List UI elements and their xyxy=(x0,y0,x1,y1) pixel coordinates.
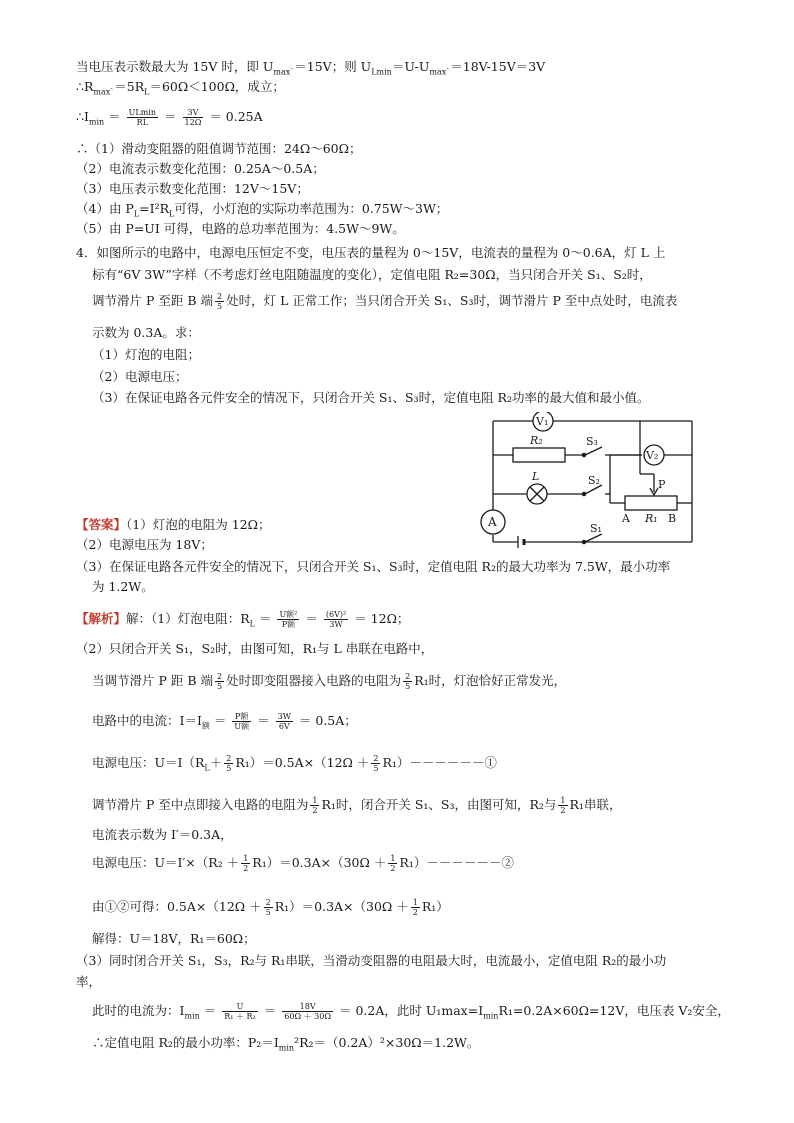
q4-ask-2: （2）电源电压； xyxy=(92,369,188,384)
label-ammeter: A xyxy=(488,515,497,529)
label-p: P xyxy=(658,478,666,491)
switch-s1 xyxy=(585,534,602,542)
summary-2: （2）电流表示数变化范围：0.25A～0.5A； xyxy=(76,161,325,176)
summary-5: （5）由 P=UI 可得，电路的总功率范围为：4.5W～9W。 xyxy=(76,221,405,236)
q4-line-2: 标有“6V 3W”字样（不考虑灯丝电阻随温度的变化），定值电阻 R₂=30Ω，当只闭合开关 S₁、S₂时， xyxy=(92,267,652,282)
analysis-line-2: （2）只闭合开关 S₁，S₂时，由图可知，R₁与 L 串联在电路中， xyxy=(76,641,434,656)
summary-4: （4）由 $P_L=I^2R_L$可得，小灯泡的实际功率范围为：0.75W～3W； xyxy=(76,201,449,219)
prev-line-2: $\therefore R_{max`}=5R_L=60\Omega<100\Omega$，成立； xyxy=(76,79,285,97)
q4-line-3: 调节滑片 P 至距 B 端 $\frac{2}{5}$ 处时，灯 L 正常工作；当只闭合开关 S₁、S₃时，调节滑片 P 至中点处时，电流表 xyxy=(92,292,678,311)
label-r1: R₁ xyxy=(645,512,658,525)
analysis-line-7: 电流表示数为 I′＝0.3A， xyxy=(92,827,233,842)
answer-line-1: 【答案】（1）灯泡的电阻为 12Ω； xyxy=(76,517,271,532)
analysis-line-6: 调节滑片 P 至中点即接入电路的电阻为 $\frac{1}{2}$ R₁时，闭合开关 S₁、S₃，由图可知，R₂与 $\frac{1}{2}$ R₁串联， xyxy=(92,796,622,815)
answer-line-2: （2）电源电压为 18V； xyxy=(76,537,213,552)
circuit-diagram xyxy=(470,412,720,557)
analysis-line-4: 电路中的电流：$I=I_额$ ＝ $\frac{\text{P额}}{\text{U额}}$ ＝ $\frac{3W}{6V}$ ＝ 0.5A； xyxy=(92,712,357,731)
label-v2: V₂ xyxy=(646,449,659,462)
label-s3: S₃ xyxy=(586,435,598,448)
label-s2: S₂ xyxy=(588,474,600,487)
switch-s3 xyxy=(585,447,602,455)
prev-line-1: 当电压表示数最大为 15V 时，即 $U_{max`}=15V$；则 $U_{Lmin}=U-U_{max`}=18V-15V=3V$ xyxy=(76,59,546,77)
answer-line-3b: 为 1.2W。 xyxy=(92,579,154,594)
analysis-line-5: 电源电压：$U=I(R_L+$ $\frac{2}{5}$ R₁）＝0.5A×（12Ω ＋ $\frac{2}{5}$ R₁）－－－－－－① xyxy=(92,754,497,773)
analysis-tag: 【解析】 xyxy=(76,611,127,626)
prev-line-3: $\therefore I_{min}$ ＝ $\frac{ULmin}{RL}$ ＝ $\frac{3V}{12\Omega}$ ＝ 0.25A xyxy=(76,108,263,127)
q4-line-1: 4．如图所示的电路中，电源电压恒定不变，电压表的量程为 0～15V，电流表的量程为 0～0.6A，灯 L 上 xyxy=(76,245,666,260)
analysis-line-3: 当调节滑片 P 距 B 端 $\frac{2}{5}$ 处时即变阻器接入电路的电阻为 $\frac{2}{5}$ R₁时，灯泡恰好正常发光， xyxy=(92,672,567,691)
summary-1: ∴（1）滑动变阻器的阻值调节范围：24Ω～60Ω； xyxy=(76,141,362,156)
rheostat-r1 xyxy=(625,496,677,510)
q4-ask-3: （3）在保证电路各元件安全的情况下，只闭合开关 S₁、S₃时，定值电阻 R₂功率的最大值和最小值。 xyxy=(92,390,650,405)
q4-ask-1: （1）灯泡的电阻； xyxy=(92,347,200,362)
label-b-end: B xyxy=(668,512,677,525)
label-r2: R₂ xyxy=(530,434,543,447)
analysis-line-1: 【解析】解：（1）灯泡电阻：$R_L$ ＝ $\frac{\text{U额²}}{\text{P额}}$ ＝ $\frac{\text{(6V)²}}{3W}$ ＝ 12Ω； xyxy=(76,610,410,629)
q4-line-4: 示数为 0.3A。求： xyxy=(92,325,200,340)
analysis-line-13: ∴定值电阻 R₂的最小功率：$P_2=I_{min}^2R_2=(0.2A)^2\times 30\Omega=1.2W$。 xyxy=(92,1035,480,1053)
analysis-line-11: （3）同时闭合开关 S₁，S₃，R₂与 R₁串联，当滑动变阻器的电阻最大时，电流最小，定值电阻 R₂的最小功 xyxy=(76,953,667,968)
analysis-line-11b: 率， xyxy=(76,974,102,989)
answer-tag: 【答案】 xyxy=(76,517,127,532)
analysis-line-10: 解得：U＝18V，R₁＝60Ω； xyxy=(92,931,256,946)
analysis-line-12: 此时的电流为：$I_{min}$ ＝ $\frac{U}{\text{R₁ ＋ R₂}}$ ＝ $\frac{18V}{60\Omega + 30\Omega}$ ＝ 0.2A，此时 $U_1\max=I_{min}R_1=0.2A\times 60\Omega=12V$，电压表 V₂安全， xyxy=(92,1002,730,1021)
analysis-line-8: 电源电压：U＝I′×（R₂ ＋ $\frac{1}{2}$ R₁）＝0.3A×（30Ω ＋ $\frac{1}{2}$ R₁）－－－－－－② xyxy=(92,854,514,873)
label-l: L xyxy=(532,470,540,483)
label-s1: S₁ xyxy=(590,522,602,535)
label-a-end: A xyxy=(622,512,630,525)
analysis-line-9: 由①②可得：0.5A×（12Ω ＋ $\frac{2}{5}$ R₁）＝0.3A×（30Ω ＋ $\frac{1}{2}$ R₁） xyxy=(92,898,449,917)
resistor-r2 xyxy=(513,448,565,462)
label-v1: V₁ xyxy=(536,415,549,428)
answer-line-3: （3）在保证电路各元件安全的情况下，只闭合开关 S₁、S₃时，定值电阻 R₂的最大功率为 7.5W，最小功率 xyxy=(76,559,671,574)
summary-3: （3）电压表示数变化范围：12V～15V； xyxy=(76,181,309,196)
